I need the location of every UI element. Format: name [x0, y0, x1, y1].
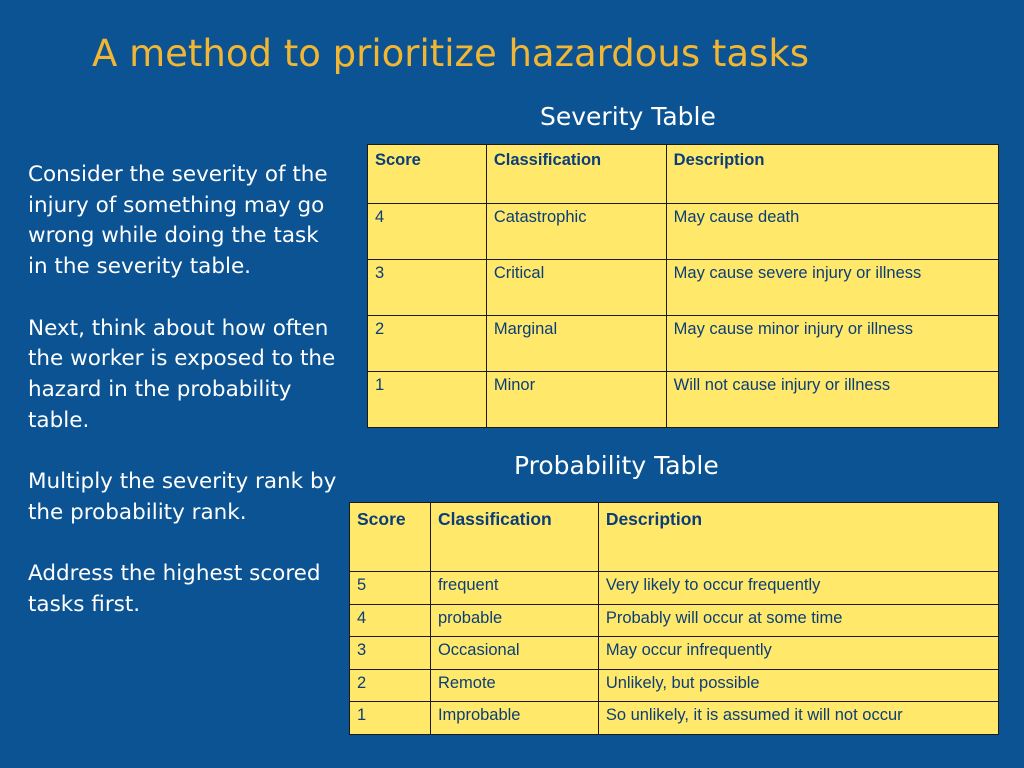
cell-classification: Critical [486, 260, 666, 316]
cell-description: Unlikely, but possible [598, 669, 998, 702]
cell-description: May occur infrequently [598, 637, 998, 670]
cell-score: 2 [350, 669, 431, 702]
instructions-text [28, 160, 338, 621]
table-header-row [350, 503, 999, 572]
cell-description: So unlikely, it is assumed it will not occur [598, 702, 998, 735]
cell-description: Will not cause injury or illness [666, 372, 998, 428]
probability-table [349, 502, 999, 735]
cell-score: 2 [368, 316, 487, 372]
table-row [368, 260, 999, 316]
cell-classification: Remote [430, 669, 598, 702]
severity-table-title: Severity Table [540, 102, 716, 131]
cell-classification: Catastrophic [486, 204, 666, 260]
cell-classification: probable [430, 604, 598, 637]
slide-title: A method to prioritize hazardous tasks [92, 32, 810, 75]
cell-description: Very likely to occur frequently [598, 572, 998, 605]
cell-score: 4 [350, 604, 431, 637]
table-row [350, 702, 999, 735]
table-header-row [368, 145, 999, 204]
header-description: Description [666, 145, 998, 204]
cell-classification: Minor [486, 372, 666, 428]
instruction-paragraph: Consider the severity of the injury of something may go wrong while doing the task in the severity table. [28, 162, 328, 280]
cell-description: May cause death [666, 204, 998, 260]
cell-classification: frequent [430, 572, 598, 605]
cell-classification: Improbable [430, 702, 598, 735]
instruction-paragraph: Multiply the severity rank by the probability rank. [28, 469, 337, 525]
cell-classification: Occasional [430, 637, 598, 670]
instruction-paragraph: Address the highest scored tasks first. [28, 561, 321, 617]
instruction-paragraph: Next, think about how often the worker is exposed to the hazard in the probability table. [28, 315, 336, 433]
severity-table [367, 144, 999, 428]
cell-classification: Marginal [486, 316, 666, 372]
table-row [350, 637, 999, 670]
cell-score: 1 [350, 702, 431, 735]
probability-table-title: Probability Table [514, 451, 719, 480]
cell-score: 1 [368, 372, 487, 428]
table-row [350, 572, 999, 605]
header-classification: Classification [486, 145, 666, 204]
header-classification: Classification [430, 503, 598, 572]
cell-description: Probably will occur at some time [598, 604, 998, 637]
cell-score: 5 [350, 572, 431, 605]
header-score: Score [350, 503, 431, 572]
cell-description: May cause minor injury or illness [666, 316, 998, 372]
header-score: Score [368, 145, 487, 204]
cell-description: May cause severe injury or illness [666, 260, 998, 316]
table-row [368, 204, 999, 260]
cell-score: 3 [368, 260, 487, 316]
header-description: Description [598, 503, 998, 572]
table-row [368, 316, 999, 372]
table-row [368, 372, 999, 428]
table-row [350, 604, 999, 637]
table-row [350, 669, 999, 702]
cell-score: 3 [350, 637, 431, 670]
cell-score: 4 [368, 204, 487, 260]
